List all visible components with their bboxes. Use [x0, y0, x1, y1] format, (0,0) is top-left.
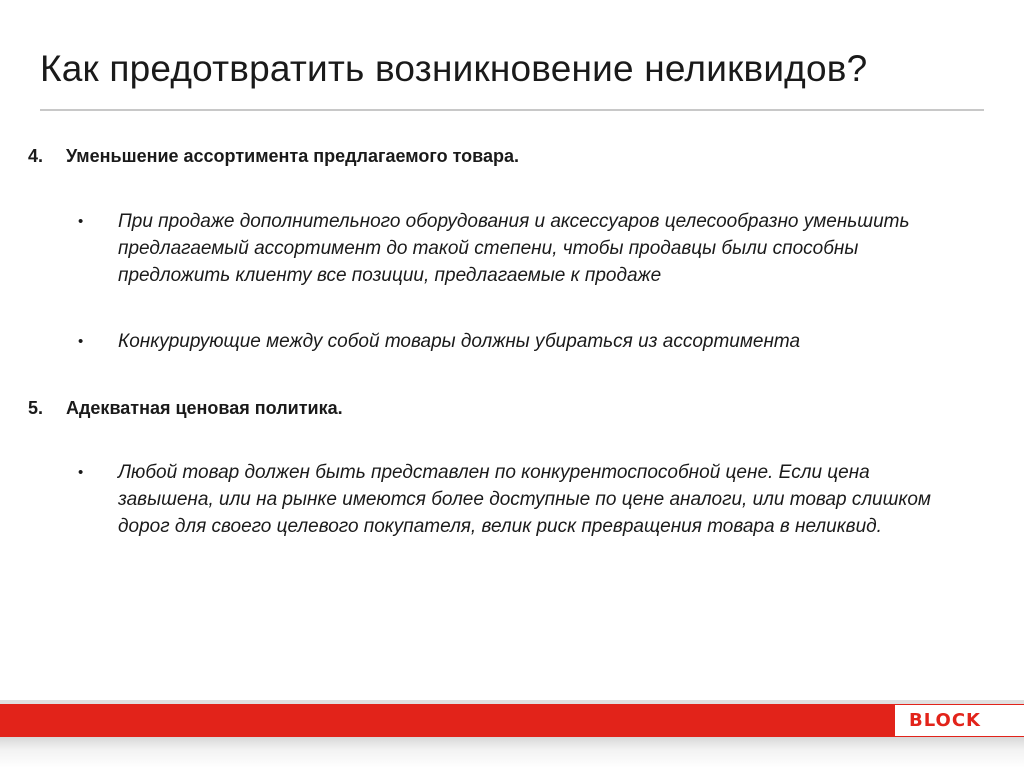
section-heading-4 [28, 146, 519, 167]
section-heading-text: Адекватная ценовая политика. [66, 398, 343, 418]
bullet-text: Конкурирующие между собой товары должны убираться из ассортимента [118, 331, 801, 352]
footer-bar [0, 704, 1024, 737]
logo-text: BLOCK [909, 710, 982, 731]
brand-logo [895, 705, 1024, 736]
bullet-text: При продаже дополнительного оборудования и аксессуаров целесообразно уменьшить предлагаемый ассортимент до такой степени, чтобы продавцы были способны предложить клиенту все позиции, предлагаемые к продаже [118, 211, 910, 286]
bullet-icon: • [78, 213, 84, 230]
bullet-icon: • [78, 333, 84, 350]
section-heading-5 [28, 398, 343, 419]
section-number: 4. [28, 146, 44, 166]
bullet-item [78, 459, 958, 540]
title-divider [40, 109, 984, 111]
bullet-item [78, 328, 958, 355]
section-heading-text: Уменьшение ассортимента предлагаемого товара. [66, 146, 519, 166]
bullet-icon: • [78, 464, 84, 481]
bullet-text: Любой товар должен быть представлен по конкурентоспособной цене. Если цена завышена, или на рынке имеются более доступные по цене аналоги, или товар слишком дорог для своего целевого покупателя, велик риск превращения товара в неликвид. [118, 462, 931, 537]
slide-title: Как предотвратить возникновение неликвидов? [40, 48, 868, 89]
section-number: 5. [28, 398, 44, 418]
footer-shadow [0, 737, 1024, 768]
bullet-item [78, 208, 958, 289]
